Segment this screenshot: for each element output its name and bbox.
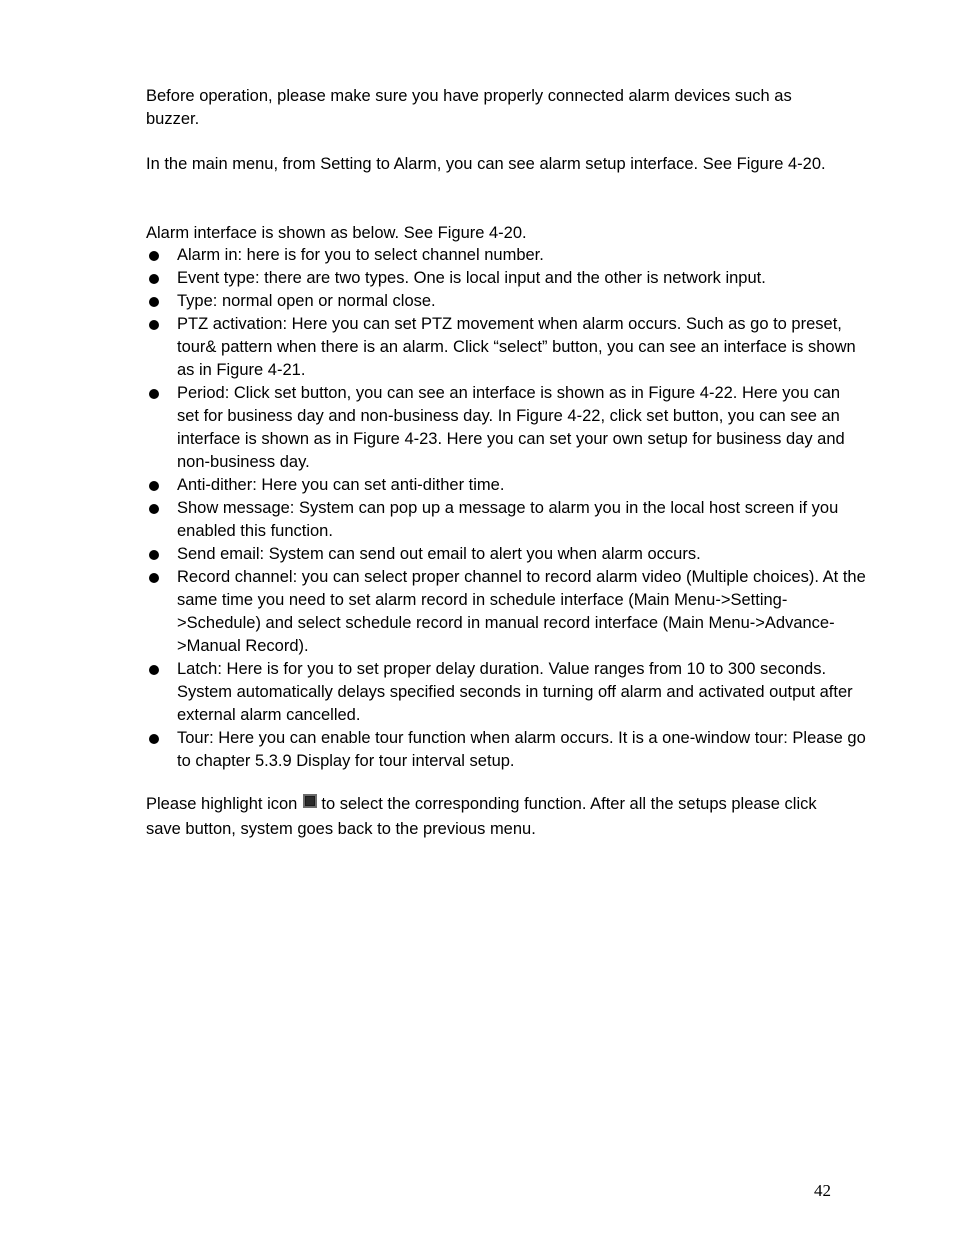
alarm-interface-paragraph: Alarm interface is shown as below. See Figure 4-20.	[146, 224, 527, 242]
alarm-options-list	[146, 244, 866, 773]
menu-paragraph: In the main menu, from Setting to Alarm, you can see alarm setup interface. See Figure 4-20.	[146, 155, 826, 173]
list-item	[146, 497, 866, 543]
list-item-text: Anti-dither: Here you can set anti-dither time.	[177, 476, 505, 494]
page-number: 42	[814, 1181, 831, 1200]
list-item-text: Tour: Here you can enable tour function when alarm occurs. It is a one-window tour: Please go to chapter 5.3.9 Display for tour interval setup.	[177, 729, 866, 770]
bullet-icon	[149, 504, 159, 514]
closing-text-before: Please highlight icon	[146, 795, 298, 813]
list-item	[146, 658, 866, 727]
bullet-icon	[149, 481, 159, 491]
bullet-icon	[149, 389, 159, 399]
list-item-text: PTZ activation: Here you can set PTZ movement when alarm occurs. Such as go to preset, tour& pattern when there is an alarm. Click “select” button, you can see an interface is shown as in Figure 4-21.	[177, 315, 856, 379]
bullet-icon	[149, 550, 159, 560]
bullet-icon	[149, 274, 159, 284]
bullet-icon	[149, 320, 159, 330]
intro-paragraph: Before operation, please make sure you have properly connected alarm devices such as buzzer.	[146, 87, 792, 128]
list-item-text: Event type: there are two types. One is local input and the other is network input.	[177, 269, 766, 287]
closing-paragraph	[146, 792, 846, 842]
bullet-icon	[149, 297, 159, 307]
list-item-text: Record channel: you can select proper channel to record alarm video (Multiple choices). At the same time you need to set alarm record in schedule interface (Main Menu->Setting->Schedule) and select schedule record in manual record interface (Main Menu->Advance->Manual Record).	[177, 568, 866, 655]
list-item	[146, 566, 866, 658]
list-item	[146, 727, 866, 773]
list-item-text: Send email: System can send out email to alert you when alarm occurs.	[177, 545, 701, 563]
list-item	[146, 313, 866, 382]
list-item	[146, 267, 866, 290]
list-item	[146, 474, 866, 497]
list-item-text: Type: normal open or normal close.	[177, 292, 436, 310]
list-item	[146, 290, 866, 313]
list-item-text: Period: Click set button, you can see an interface is shown as in Figure 4-22. Here you can set for business day and non-business day. In Figure 4-22, click set button, you can see an interface is shown as in Figure 4-23. Here you can set your own setup for business day and non-business day.	[177, 384, 845, 471]
bullet-icon	[149, 573, 159, 583]
bullet-icon	[149, 251, 159, 261]
bullet-icon	[149, 734, 159, 744]
setting-square-icon	[303, 794, 317, 808]
list-item-text: Latch: Here is for you to set proper delay duration. Value ranges from 10 to 300 seconds. System automatically delays specified seconds in turning off alarm and activated output after external alarm cancelled.	[177, 660, 853, 724]
list-item-text: Alarm in: here is for you to select channel number.	[177, 246, 544, 264]
closing-text-after: to select the corresponding function. After all the setups please click save button, system goes back to the previous menu.	[146, 795, 817, 838]
list-item	[146, 244, 866, 267]
list-item	[146, 382, 866, 474]
list-item	[146, 543, 866, 566]
list-item-text: Show message: System can pop up a message to alarm you in the local host screen if you enabled this function.	[177, 499, 839, 540]
bullet-icon	[149, 665, 159, 675]
